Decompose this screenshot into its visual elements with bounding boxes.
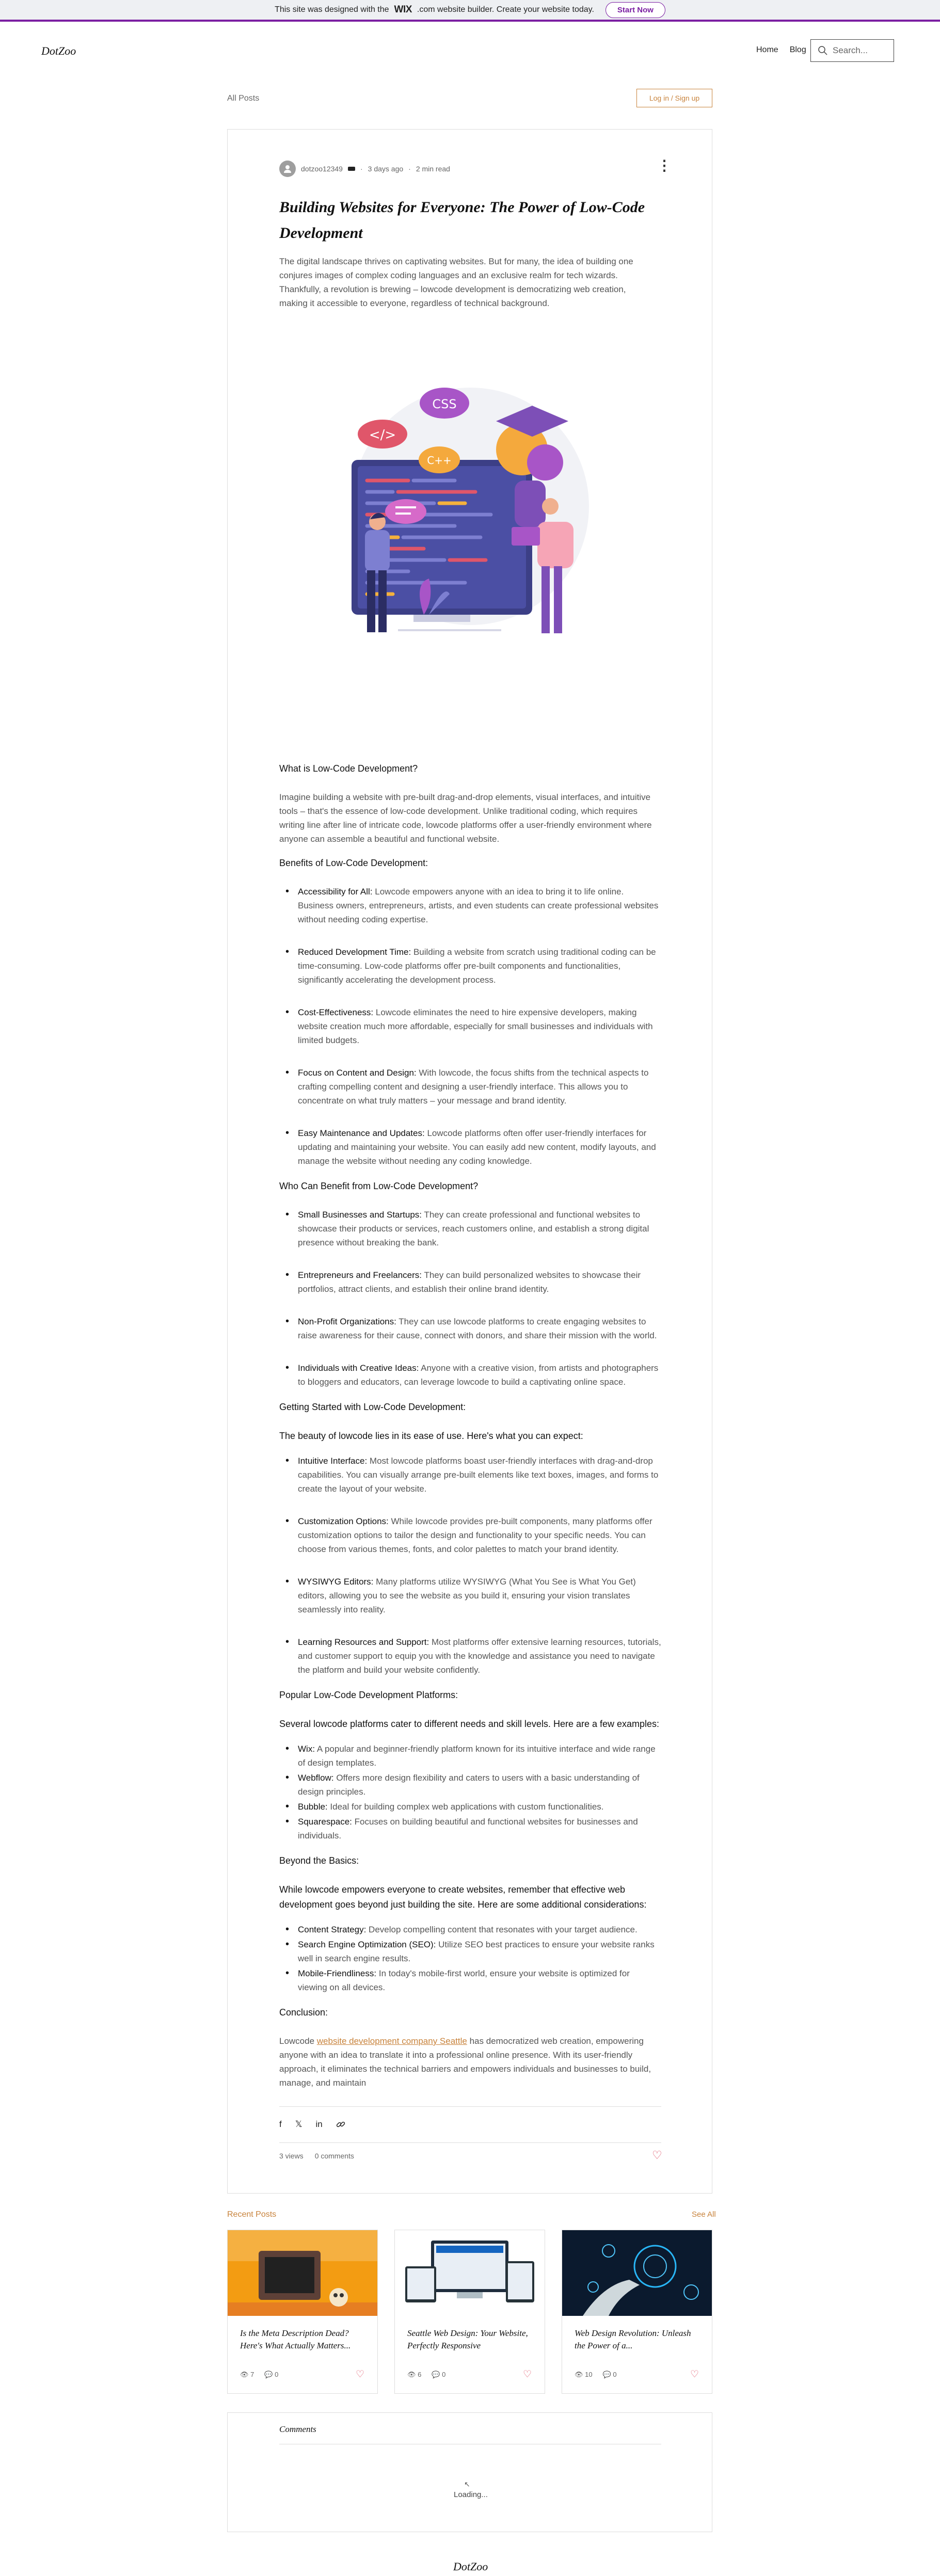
list-item: • Entrepreneurs and Freelancers: They can build personalized websites to showcase their portfolios, attract clients, and establish their online brand identity.: [279, 1268, 661, 1296]
list-item: • Content Strategy: Develop compelling content that resonates with your target audience.: [279, 1923, 661, 1937]
recent-post-card[interactable]: [562, 2230, 712, 2394]
list-item: • Cost-Effectiveness: Lowcode eliminates the need to hire expensive developers, making website creation much more affordable, especially for small businesses and individuals with limited budgets.: [279, 1005, 661, 1047]
like-heart-icon[interactable]: ♡: [523, 2369, 532, 2380]
post-intro: The digital landscape thrives on captivating websites. But for many, the idea of building one conjures images of complex coding languages and an exclusive realm for tech wizards. Thankfully, a revolution is brewing – lowcode development is democratizing web creation, making it accessible to everyone, regardless of technical background.: [279, 257, 633, 308]
lead-paragraph: While lowcode empowers everyone to create websites, remember that effective web development goes beyond just building the site. Here are some additional considerations:: [279, 1884, 647, 1910]
section-heading: Who Can Benefit from Low-Code Development?: [279, 1181, 479, 1191]
divider: [279, 2142, 661, 2143]
wix-logo: WIX: [394, 4, 412, 15]
loading-text: Loading...: [454, 2490, 488, 2499]
recent-post-card[interactable]: [227, 2230, 378, 2394]
section-heading: Getting Started with Low-Code Development:: [279, 1402, 466, 1412]
link-icon[interactable]: [336, 2120, 345, 2129]
wix-banner: [0, 0, 940, 22]
share-bar: [279, 2119, 345, 2130]
list-item: • Search Engine Optimization (SEO): Utilize SEO best practices to ensure your website ranks well in search engine results.: [279, 1938, 661, 1965]
comments-section: [227, 2412, 712, 2532]
list-item: • Wix: A popular and beginner-friendly platform known for its intuitive interface and wide range of design templates.: [279, 1742, 661, 1770]
nav-home[interactable]: Home: [756, 45, 778, 54]
who-list: [279, 1208, 661, 1389]
platforms-list: [279, 1742, 661, 1843]
thumbnail-image: [395, 2230, 545, 2316]
comment-icon: 💬 0: [432, 2371, 446, 2378]
list-item: • Non-Profit Organizations: They can use lowcode platforms to create engaging websites to raise awareness for their cause, connect with donors, and share their mission with the world.: [279, 1315, 661, 1342]
search-input[interactable]: Search...: [833, 45, 868, 55]
read-time: 2 min read: [416, 165, 450, 173]
main-nav: [756, 45, 806, 55]
comments-heading: Comments: [279, 2424, 316, 2434]
post-body: [279, 762, 661, 2100]
card-stats: [407, 2371, 445, 2379]
list-item: • Easy Maintenance and Updates: Lowcode platforms often offer user-friendly interfaces for updating and maintaining your website. You can easily add new content, modify layouts, and manage the website without needing any coding knowledge.: [279, 1126, 661, 1168]
author-name[interactable]: dotzoo12349: [301, 165, 343, 173]
seattle-link[interactable]: website development company Seattle: [316, 2036, 467, 2046]
lead-paragraph: The beauty of lowcode lies in its ease of use. Here's what you can expect:: [279, 1431, 583, 1441]
section-heading: Benefits of Low-Code Development:: [279, 858, 428, 868]
comment-icon: 💬 0: [264, 2371, 279, 2378]
post-stats: [279, 2152, 354, 2160]
section-heading: Conclusion:: [279, 2007, 328, 2018]
list-item: • Accessibility for All: Lowcode empowers anyone with an idea to bring it to life online. Business owners, entrepreneurs, artists, and even students can create professional websites without needing coding expertise.: [279, 885, 661, 926]
more-options-icon[interactable]: ⋮: [657, 157, 672, 173]
nav-blog[interactable]: Blog: [789, 45, 806, 54]
post-meta: dotzoo12349 · 3 days ago · 2 min read: [279, 161, 450, 177]
thumbnail-image: [228, 2230, 377, 2316]
spinner-icon: ↖: [464, 2480, 470, 2488]
user-icon: [283, 164, 292, 173]
recent-posts-heading: Recent Posts: [227, 2210, 277, 2219]
all-posts-link[interactable]: All Posts: [227, 94, 260, 103]
code-bubble: </>: [369, 427, 396, 443]
benefits-list: [279, 885, 661, 1168]
admin-badge-icon: [348, 167, 355, 171]
list-item: • Mobile-Friendliness: In today's mobile-first world, ensure your website is optimized for viewing on all devices.: [279, 1966, 661, 1994]
thumbnail-image: [562, 2230, 712, 2316]
comment-icon: 💬 0: [602, 2371, 617, 2378]
x-icon[interactable]: 𝕏: [295, 2119, 302, 2129]
like-heart-icon[interactable]: ♡: [356, 2369, 365, 2380]
like-heart-icon[interactable]: ♡: [690, 2369, 699, 2380]
list-item: • Intuitive Interface: Most lowcode platforms boast user-friendly interfaces with drag-and-drop capabilities. You can visually arrange pre-built elements like text boxes, images, and forms to create the layout of your website.: [279, 1454, 661, 1496]
beyond-list: [279, 1923, 661, 1994]
eye-icon: 👁 7: [240, 2371, 254, 2378]
card-title[interactable]: Is the Meta Description Dead? Here's What Actually Matters...: [240, 2328, 351, 2350]
list-item: • Webflow: Offers more design flexibility and caters to users with a basic understanding of design principles.: [279, 1771, 661, 1799]
list-item: • Reduced Development Time: Building a website from scratch using traditional coding can be time-consuming. Low-code platforms offer pre-built components and functionalities, significantly accelerating the development process.: [279, 945, 661, 987]
list-item: • Learning Resources and Support: Most platforms offer extensive learning resources, tutorials, and customer support to equip you with the knowledge and assistance you need to navigate the platform and build your website confidently.: [279, 1635, 661, 1677]
views-count: 3 views: [279, 2152, 304, 2160]
hero-illustration: [321, 372, 610, 671]
comments-count[interactable]: 0 comments: [314, 2152, 354, 2160]
card-stats: [240, 2371, 278, 2379]
start-now-button[interactable]: Start Now: [606, 2, 665, 18]
footer-logo: DotZoo: [453, 2560, 488, 2573]
post-date: 3 days ago: [368, 165, 404, 173]
see-all-link[interactable]: See All: [692, 2210, 716, 2219]
search-box[interactable]: [810, 39, 894, 62]
paragraph: Imagine building a website with pre-built drag-and-drop elements, visual interfaces, and intuitive tools – that's the essence of low-code development. Unlike traditional coding, which requires writing line after line of intricate code, lowcode platforms offer a user-friendly environment where anyone can assemble a beautiful and functional website.: [279, 792, 652, 844]
cpp-bubble: C++: [427, 454, 452, 467]
section-heading: What is Low-Code Development?: [279, 763, 418, 774]
list-item: • Bubble: Ideal for building complex web applications with custom functionalities.: [279, 1800, 661, 1814]
section-heading: Beyond the Basics:: [279, 1855, 359, 1866]
login-signup-button[interactable]: Log in / Sign up: [636, 89, 712, 107]
search-icon: [818, 46, 827, 55]
section-heading: Popular Low-Code Development Platforms:: [279, 1690, 458, 1700]
site-logo[interactable]: DotZoo: [41, 44, 76, 57]
conclusion-paragraph: Lowcode website development company Seattle has democratized web creation, empowering anyone with an idea to translate it into a professional online presence. With its user-friendly approach, it eliminates the technical barriers and empowers individuals and businesses to build, manage, and maintain: [279, 2036, 651, 2088]
linkedin-icon[interactable]: in: [315, 2119, 323, 2129]
eye-icon: 👁 6: [407, 2371, 422, 2378]
list-item: • Small Businesses and Startups: They can create professional and functional websites to showcase their products or services, reach customers online, and establish a strong digital presence without breaking the bank.: [279, 1208, 661, 1250]
blog-post: [227, 129, 712, 2194]
card-stats: [575, 2371, 617, 2379]
list-item: • Customization Options: While lowcode provides pre-built components, many platforms offer customization options to tailor the design and functionality to your specific needs. You can choose from various themes, fonts, and color palettes to match your brand identity.: [279, 1514, 661, 1556]
avatar[interactable]: [279, 161, 296, 177]
recent-post-card[interactable]: [394, 2230, 545, 2394]
wix-banner-text-after: .com website builder. Create your website today.: [417, 5, 594, 14]
list-item: • WYSIWYG Editors: Many platforms utilize WYSIWYG (What You See is What You Get) editors, allowing you to see the website as you build it, ensuring your vision translates seamlessly into reality.: [279, 1575, 661, 1617]
list-item: • Individuals with Creative Ideas: Anyone with a creative vision, from artists and photographers to bloggers and educators, can leverage lowcode to build a captivating online space.: [279, 1361, 661, 1389]
wix-banner-text: This site was designed with the: [275, 5, 389, 14]
list-item: • Focus on Content and Design: With lowcode, the focus shifts from the technical aspects to crafting compelling content and designing a user-friendly interface. This allows you to concentrate on what truly matters – your message and brand identity.: [279, 1066, 661, 1108]
post-title: Building Websites for Everyone: The Power of Low-Code Development: [279, 199, 645, 242]
eye-icon: 👁 10: [575, 2371, 593, 2378]
lead-paragraph: Several lowcode platforms cater to different needs and skill levels. Here are a few examples:: [279, 1719, 660, 1729]
css-bubble: CSS: [432, 397, 457, 411]
like-heart-icon[interactable]: ♡: [652, 2149, 662, 2162]
post-thumbnail[interactable]: [228, 2230, 377, 2316]
site-header: [0, 24, 940, 81]
card-title[interactable]: Seattle Web Design: Your Website, Perfectly Responsive: [407, 2328, 528, 2350]
post-thumbnail[interactable]: [395, 2230, 545, 2316]
card-title[interactable]: Web Design Revolution: Unleash the Power of a...: [575, 2328, 691, 2350]
getting-started-list: [279, 1454, 661, 1677]
post-thumbnail[interactable]: [562, 2230, 712, 2316]
facebook-icon[interactable]: f: [279, 2119, 282, 2129]
list-item: • Squarespace: Focuses on building beautiful and functional websites for businesses and individuals.: [279, 1815, 661, 1843]
divider: [279, 2106, 661, 2107]
